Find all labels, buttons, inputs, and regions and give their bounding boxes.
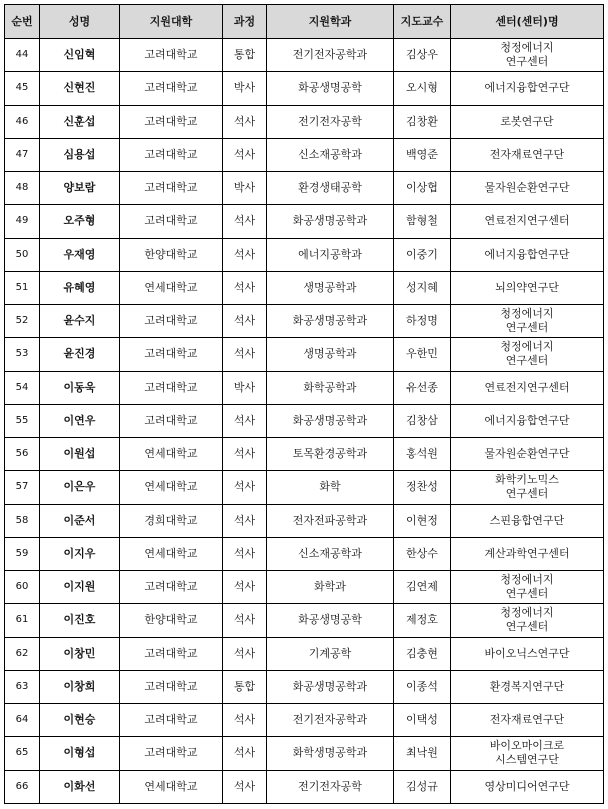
applicant-name: 유혜영 [40,271,120,304]
applicant-name: 이연우 [40,404,120,437]
center-name [451,271,604,304]
row-no: 60 [5,571,40,604]
row-no: 50 [5,238,40,271]
advisor: 백영준 [394,138,451,171]
center-name [451,238,604,271]
center-name-line: 계산과학연구센터 [484,546,570,560]
department: 화공생명공학과 [267,404,394,437]
center-name [451,537,604,570]
applicant-name: 양보람 [40,172,120,205]
row-no: 54 [5,371,40,404]
applicant-name: 이진호 [40,604,120,637]
center-name-line: 환경복지연구단 [489,679,565,693]
center-name-line: 연구센터 [505,587,549,601]
table-row [5,338,604,371]
header-course: 과정 [223,5,267,39]
center-name [451,637,604,670]
table-row [5,105,604,138]
department: 생명공학과 [267,271,394,304]
center-name-line: 연료전지연구센터 [484,214,570,228]
advisor: 최낙원 [394,737,451,770]
header-department: 지원학과 [267,5,394,39]
table-row [5,72,604,105]
department: 화학공학과 [267,371,394,404]
center-name-line: 청정에너지 [500,573,554,587]
applicant-name: 이화선 [40,770,120,804]
university: 한양대학교 [120,604,223,637]
row-no: 53 [5,338,40,371]
applicant-name: 우재영 [40,238,120,271]
university: 고려대학교 [120,105,223,138]
center-name [451,39,604,72]
table-row [5,271,604,304]
advisor: 이상협 [394,172,451,205]
row-no: 65 [5,737,40,770]
table-row [5,704,604,737]
department: 환경생태공학 [267,172,394,205]
center-name-line: 바이오마이크로 [489,739,565,753]
center-name-line: 청정에너지 [500,41,554,55]
applicant-name: 신훈섭 [40,105,120,138]
row-no: 58 [5,504,40,537]
university: 고려대학교 [120,39,223,72]
center-name [451,404,604,437]
course: 석사 [223,438,267,471]
department: 전자전파공학과 [267,504,394,537]
applicant-name: 윤진경 [40,338,120,371]
center-name-line: 전자재료연구단 [489,713,565,727]
header-center: 센터(센터)명 [451,5,604,39]
table-row [5,471,604,504]
header-advisor: 지도교수 [394,5,451,39]
row-no: 52 [5,305,40,338]
table-row [5,404,604,437]
course: 박사 [223,371,267,404]
department: 전기전자공학 [267,770,394,804]
row-no: 62 [5,637,40,670]
header-university: 지원대학 [120,5,223,39]
center-name-line: 청정에너지 [500,340,554,354]
university: 연세대학교 [120,537,223,570]
advisor: 이종석 [394,670,451,703]
course: 석사 [223,338,267,371]
advisor: 제정호 [394,604,451,637]
table-row [5,537,604,570]
university: 고려대학교 [120,305,223,338]
advisor: 하정명 [394,305,451,338]
header-row [5,5,604,39]
center-name-line: 청정에너지 [500,606,554,620]
course: 석사 [223,704,267,737]
advisor: 우한민 [394,338,451,371]
advisor: 홍석원 [394,438,451,471]
table-row [5,737,604,770]
row-no: 64 [5,704,40,737]
university: 고려대학교 [120,138,223,171]
applicant-name: 이원섭 [40,438,120,471]
center-name-line: 화학키노믹스 [495,473,559,487]
applicant-name: 심용섭 [40,138,120,171]
advisor: 한상수 [394,537,451,570]
university: 연세대학교 [120,438,223,471]
center-name-line: 스핀융합연구단 [489,513,565,527]
university: 고려대학교 [120,371,223,404]
center-name-line: 연료전지연구센터 [484,380,570,394]
center-name-line: 에너지융합연구단 [484,81,570,95]
center-name-line: 물자원순환연구단 [484,447,570,461]
table-row [5,571,604,604]
table-row [5,438,604,471]
center-name [451,105,604,138]
header-no: 순번 [5,5,40,39]
department: 생명공학과 [267,338,394,371]
applicant-name: 오주형 [40,205,120,238]
center-name-line: 에너지융합연구단 [484,247,570,261]
center-name-line: 연구센터 [505,620,549,634]
advisor: 성지혜 [394,271,451,304]
center-name-line: 뇌의약연구단 [495,280,559,294]
advisor: 오시형 [394,72,451,105]
applicant-table [4,4,604,804]
center-name-line: 바이오닉스연구단 [484,646,570,660]
university: 고려대학교 [120,704,223,737]
course: 통합 [223,39,267,72]
course: 석사 [223,737,267,770]
row-no: 55 [5,404,40,437]
advisor: 유선종 [394,371,451,404]
center-name [451,338,604,371]
applicant-name: 윤수지 [40,305,120,338]
course: 석사 [223,138,267,171]
advisor: 김성규 [394,770,451,804]
department: 신소재공학과 [267,138,394,171]
table-row [5,172,604,205]
university: 경희대학교 [120,504,223,537]
center-name [451,172,604,205]
center-name-line: 물자원순환연구단 [484,181,570,195]
applicant-name: 이창희 [40,670,120,703]
advisor: 김연제 [394,571,451,604]
table-row [5,138,604,171]
center-name-line: 시스템연구단 [495,753,559,767]
center-name-line: 전자재료연구단 [489,147,565,161]
center-name-line: 연구센터 [505,55,549,69]
department: 에너지공학과 [267,238,394,271]
course: 석사 [223,271,267,304]
department: 화공생명공학과 [267,305,394,338]
university: 고려대학교 [120,72,223,105]
department: 화공생명공학과 [267,205,394,238]
center-name-line: 연구센터 [505,487,549,501]
course: 석사 [223,571,267,604]
row-no: 45 [5,72,40,105]
department: 화학 [267,471,394,504]
advisor: 이택성 [394,704,451,737]
table-row [5,637,604,670]
center-name-line: 에너지융합연구단 [484,413,570,427]
center-name [451,305,604,338]
applicant-name: 이창민 [40,637,120,670]
department: 전기전자공학과 [267,704,394,737]
advisor: 김창삼 [394,404,451,437]
center-name [451,737,604,770]
course: 석사 [223,637,267,670]
course: 박사 [223,172,267,205]
department: 화공생명공학 [267,604,394,637]
table-row [5,39,604,72]
row-no: 63 [5,670,40,703]
university: 고려대학교 [120,571,223,604]
center-name [451,604,604,637]
center-name-line: 영상미디어연구단 [484,779,570,793]
department: 토목환경공학과 [267,438,394,471]
course: 통합 [223,670,267,703]
applicant-name: 이현승 [40,704,120,737]
course: 석사 [223,205,267,238]
advisor: 김충현 [394,637,451,670]
advisor: 김창환 [394,105,451,138]
university: 고려대학교 [120,172,223,205]
course: 석사 [223,537,267,570]
course: 박사 [223,72,267,105]
center-name [451,504,604,537]
course: 석사 [223,471,267,504]
center-name [451,138,604,171]
center-name [451,72,604,105]
table-row [5,371,604,404]
department: 전기전자공학 [267,105,394,138]
row-no: 56 [5,438,40,471]
row-no: 48 [5,172,40,205]
applicant-name: 신현진 [40,72,120,105]
course: 석사 [223,305,267,338]
applicant-name: 이형섭 [40,737,120,770]
row-no: 51 [5,271,40,304]
advisor: 함형철 [394,205,451,238]
advisor: 이중기 [394,238,451,271]
center-name [451,571,604,604]
row-no: 61 [5,604,40,637]
course: 석사 [223,504,267,537]
table-row [5,504,604,537]
table-row [5,604,604,637]
department: 신소재공학과 [267,537,394,570]
university: 고려대학교 [120,338,223,371]
course: 석사 [223,770,267,804]
applicant-name: 이지원 [40,571,120,604]
department: 화공생명공학 [267,72,394,105]
table-row [5,770,604,804]
advisor: 이현정 [394,504,451,537]
row-no: 59 [5,537,40,570]
university: 한양대학교 [120,238,223,271]
row-no: 46 [5,105,40,138]
center-name-line: 로봇연구단 [500,114,554,128]
center-name [451,471,604,504]
table-row [5,670,604,703]
university: 고려대학교 [120,637,223,670]
center-name-line: 연구센터 [505,321,549,335]
department: 기계공학 [267,637,394,670]
row-no: 49 [5,205,40,238]
university: 고려대학교 [120,737,223,770]
center-name [451,770,604,804]
course: 석사 [223,604,267,637]
header-name: 성명 [40,5,120,39]
center-name [451,704,604,737]
row-no: 66 [5,770,40,804]
university: 연세대학교 [120,271,223,304]
table-row [5,238,604,271]
center-name [451,371,604,404]
center-name [451,205,604,238]
department: 화학과 [267,571,394,604]
applicant-name: 이준서 [40,504,120,537]
center-name-line: 연구센터 [505,354,549,368]
center-name-line: 청정에너지 [500,307,554,321]
department: 화학생명공학과 [267,737,394,770]
university: 연세대학교 [120,770,223,804]
table-row [5,305,604,338]
department: 전기전자공학과 [267,39,394,72]
applicant-name: 이지우 [40,537,120,570]
row-no: 47 [5,138,40,171]
applicant-name: 이은우 [40,471,120,504]
row-no: 44 [5,39,40,72]
row-no: 57 [5,471,40,504]
applicant-name: 신임혁 [40,39,120,72]
course: 석사 [223,105,267,138]
table-row [5,205,604,238]
center-name [451,438,604,471]
university: 고려대학교 [120,670,223,703]
university: 고려대학교 [120,205,223,238]
center-name [451,670,604,703]
course: 석사 [223,238,267,271]
university: 연세대학교 [120,471,223,504]
applicant-name: 이동욱 [40,371,120,404]
university: 고려대학교 [120,404,223,437]
course: 석사 [223,404,267,437]
advisor: 정찬성 [394,471,451,504]
advisor: 김상우 [394,39,451,72]
department: 화공생명공학과 [267,670,394,703]
